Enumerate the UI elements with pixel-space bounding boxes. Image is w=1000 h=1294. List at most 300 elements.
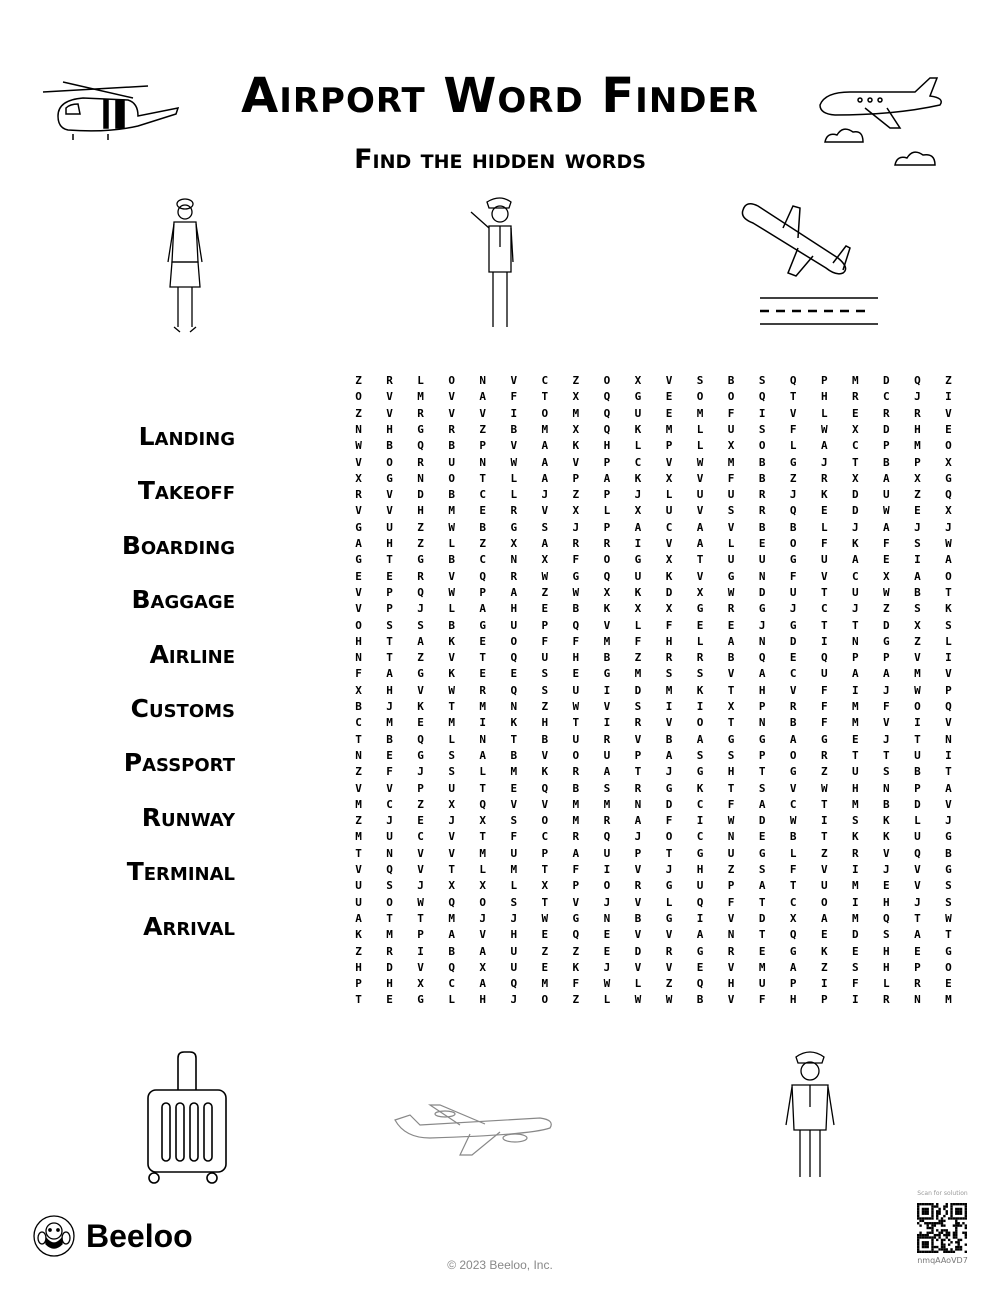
grid-letter: T <box>572 716 580 730</box>
grid-letter: A <box>883 520 890 534</box>
grid-letter: E <box>479 504 486 518</box>
grid-letter: Q <box>572 618 580 632</box>
grid-letter: E <box>665 406 673 420</box>
grid-letter: Q <box>883 911 890 925</box>
grid-letter: X <box>355 471 362 485</box>
grid-letter: H <box>696 863 704 876</box>
grid-letter: D <box>883 374 890 387</box>
grid-letter: Q <box>386 863 393 876</box>
grid-letter: F <box>572 977 580 991</box>
grid-letter: A <box>789 960 797 974</box>
grid-letter: Z <box>789 471 797 485</box>
grid-letter: S <box>541 667 549 681</box>
grid-letter: S <box>696 374 704 387</box>
grid-letter: Z <box>417 537 424 550</box>
grid-letter: T <box>479 471 486 485</box>
grid-letter: A <box>696 928 704 942</box>
grid-letter: K <box>820 488 828 502</box>
grid-letter: L <box>789 846 797 860</box>
grid-letter: W <box>945 911 952 925</box>
grid-letter: L <box>696 422 704 436</box>
grid-letter: B <box>510 422 518 436</box>
grid-letter: J <box>634 830 642 844</box>
grid-letter: T <box>789 390 797 404</box>
departing-airplane-illustration <box>738 198 883 328</box>
grid-letter: B <box>914 765 921 779</box>
grid-letter: O <box>758 439 766 453</box>
grid-letter: K <box>448 667 455 681</box>
grid-letter: Q <box>603 406 611 420</box>
grid-letter: V <box>634 863 642 876</box>
grid-letter: P <box>479 585 486 599</box>
grid-letter: U <box>634 569 642 583</box>
grid-letter: M <box>758 960 766 974</box>
grid-letter: Z <box>417 651 424 665</box>
grid-letter: E <box>820 928 828 942</box>
grid-letter: G <box>945 863 952 876</box>
grid-letter: E <box>417 716 424 730</box>
grid-letter: T <box>883 748 890 762</box>
grid-letter: Q <box>417 439 424 453</box>
grid-letter: T <box>851 455 859 469</box>
grid-letter: S <box>851 814 859 828</box>
grid-letter: Z <box>945 374 952 387</box>
grid-letter: J <box>914 520 921 534</box>
grid-letter: N <box>634 797 642 811</box>
grid-letter: V <box>665 716 673 730</box>
grid-letter: F <box>727 895 735 909</box>
grid-letter: H <box>386 537 393 550</box>
grid-letter: P <box>479 439 486 453</box>
grid-letter: M <box>541 422 549 436</box>
grid-letter: S <box>758 374 766 387</box>
grid-letter: M <box>851 797 859 811</box>
grid-letter: H <box>883 895 890 909</box>
grid-letter: Z <box>479 422 486 436</box>
grid-letter: Z <box>572 488 580 502</box>
grid-letter: R <box>355 488 362 502</box>
grid-letter: Z <box>355 944 362 958</box>
grid-letter: A <box>914 569 921 583</box>
grid-letter: O <box>789 748 797 762</box>
grid-letter: U <box>758 553 766 567</box>
grid-letter: X <box>572 422 580 436</box>
grid-letter: G <box>696 602 704 616</box>
grid-letter: E <box>820 504 828 518</box>
grid-letter: V <box>665 374 673 387</box>
grid-letter: U <box>696 488 704 502</box>
grid-letter: R <box>603 814 611 828</box>
grid-letter: C <box>665 520 673 534</box>
grid-letter: G <box>355 553 362 567</box>
grid-letter: B <box>665 732 673 746</box>
grid-letter: J <box>883 863 890 876</box>
grid-letter: J <box>945 520 952 534</box>
grid-letter: M <box>603 634 611 648</box>
grid-letter: A <box>634 520 642 534</box>
grid-letter: P <box>386 585 393 599</box>
grid-letter: Z <box>572 993 580 1007</box>
grid-letter: N <box>355 422 362 436</box>
grid-letter: G <box>417 422 424 436</box>
grid-letter: U <box>355 895 362 909</box>
grid-letter: M <box>572 406 580 420</box>
grid-letter: M <box>355 797 362 811</box>
grid-letter: V <box>634 895 642 909</box>
grid-letter: L <box>945 634 952 648</box>
grid-letter: F <box>789 569 797 583</box>
grid-letter: T <box>541 895 549 909</box>
grid-letter: U <box>820 879 828 893</box>
grid-letter: R <box>820 471 828 485</box>
grid-letter: I <box>851 863 859 876</box>
grid-letter: G <box>510 520 518 534</box>
grid-letter: X <box>479 814 486 828</box>
grid-letter: C <box>851 439 859 453</box>
grid-letter: J <box>634 488 642 502</box>
grid-letter: K <box>603 602 611 616</box>
grid-letter: A <box>417 634 424 648</box>
flight-attendant-illustration <box>160 192 210 337</box>
grid-letter: A <box>572 846 580 860</box>
grid-letter: D <box>914 797 921 811</box>
grid-letter: P <box>603 488 611 502</box>
grid-letter: M <box>851 700 859 713</box>
grid-letter: V <box>417 863 424 876</box>
grid-letter: G <box>945 830 952 844</box>
grid-letter: O <box>541 406 549 420</box>
grid-letter: D <box>417 488 424 502</box>
grid-letter: J <box>417 602 424 616</box>
grid-letter: R <box>883 406 890 420</box>
grid-letter: L <box>634 439 642 453</box>
grid-letter: C <box>448 977 455 991</box>
grid-letter: K <box>541 765 549 779</box>
grid-letter: G <box>789 618 797 632</box>
grid-letter: Q <box>945 700 952 713</box>
grid-letter: W <box>572 700 580 713</box>
grid-letter: X <box>945 504 952 518</box>
grid-letter: U <box>727 488 735 502</box>
grid-letter: L <box>448 993 455 1007</box>
grid-letter: R <box>510 569 518 583</box>
grid-letter: M <box>479 700 486 713</box>
grid-letter: L <box>665 488 673 502</box>
scan-label: Scan for solution <box>917 1190 968 1197</box>
grid-letter: J <box>883 732 890 746</box>
grid-letter: I <box>603 863 611 876</box>
grid-letter: F <box>572 634 580 648</box>
grid-letter: R <box>696 651 704 665</box>
grid-letter: E <box>851 944 859 958</box>
grid-letter: V <box>634 928 642 942</box>
grid-letter: F <box>510 390 518 404</box>
grid-letter: W <box>448 520 455 534</box>
grid-letter: L <box>603 993 611 1007</box>
grid-letter: Q <box>479 797 486 811</box>
grid-letter: L <box>510 488 518 502</box>
grid-letter: U <box>572 732 580 746</box>
grid-letter: J <box>820 455 828 469</box>
grid-letter: Z <box>820 765 828 779</box>
grid-letter: A <box>479 977 486 991</box>
grid-letter: S <box>386 879 393 893</box>
grid-letter: M <box>665 683 673 697</box>
grid-letter: I <box>603 683 611 697</box>
grid-letter: L <box>479 863 486 876</box>
grid-letter: T <box>914 911 921 925</box>
grid-letter: S <box>386 618 393 632</box>
grid-letter: E <box>603 928 611 942</box>
grid-letter: U <box>510 846 518 860</box>
grid-letter: R <box>572 537 580 550</box>
grid-letter: V <box>541 504 549 518</box>
grid-letter: G <box>789 553 797 567</box>
grid-letter: W <box>448 683 455 697</box>
grid-letter: X <box>448 879 455 893</box>
grid-letter: D <box>634 683 642 697</box>
grid-letter: T <box>789 879 797 893</box>
grid-letter: B <box>448 439 455 453</box>
grid-letter: I <box>820 814 828 828</box>
grid-letter: L <box>789 439 797 453</box>
grid-letter: B <box>448 553 455 567</box>
grid-letter: V <box>355 455 362 469</box>
grid-letter: T <box>758 895 766 909</box>
grid-letter: I <box>665 700 673 713</box>
word-list-item: Landing <box>138 422 235 451</box>
grid-letter: T <box>727 716 735 730</box>
grid-letter: R <box>665 944 673 958</box>
grid-letter: B <box>448 944 455 958</box>
grid-letter: L <box>696 634 704 648</box>
grid-letter: P <box>572 471 580 485</box>
grid-letter: K <box>355 928 362 942</box>
grid-letter: L <box>603 504 611 518</box>
word-list-item: Runway <box>141 802 235 832</box>
grid-letter: M <box>851 911 859 925</box>
grid-letter: V <box>945 797 952 811</box>
grid-letter: Z <box>634 651 642 665</box>
grid-letter: M <box>479 846 486 860</box>
grid-letter: D <box>883 618 890 632</box>
grid-letter: W <box>820 781 828 795</box>
grid-letter: U <box>820 553 828 567</box>
grid-letter: D <box>851 504 859 518</box>
grid-letter: M <box>572 797 580 811</box>
grid-letter: H <box>789 993 797 1007</box>
grid-letter: R <box>572 765 580 779</box>
grid-letter: F <box>758 993 766 1007</box>
grid-letter: S <box>634 700 642 713</box>
grid-letter: W <box>727 814 735 828</box>
grid-letter: V <box>355 585 362 599</box>
grid-letter: C <box>696 797 704 811</box>
grid-letter: A <box>479 748 486 762</box>
grid-letter: G <box>634 553 642 567</box>
grid-letter: V <box>727 520 735 534</box>
grid-letter: U <box>448 455 455 469</box>
grid-letter: V <box>448 569 455 583</box>
grid-letter: W <box>914 683 921 697</box>
grid-letter: D <box>665 585 673 599</box>
grid-letter: A <box>665 748 673 762</box>
grid-letter: K <box>851 830 859 844</box>
grid-letter: R <box>417 455 424 469</box>
grid-letter: P <box>603 455 611 469</box>
grid-letter: L <box>634 977 642 991</box>
grid-letter: C <box>634 455 642 469</box>
grid-letter: R <box>572 830 580 844</box>
grid-letter: V <box>820 863 828 876</box>
grid-letter: J <box>851 520 859 534</box>
grid-letter: A <box>851 667 859 681</box>
grid-letter: V <box>355 781 362 795</box>
grid-letter: L <box>510 471 518 485</box>
grid-letter: E <box>541 602 549 616</box>
grid-letter: T <box>820 797 828 811</box>
grid-letter: X <box>572 504 580 518</box>
grid-letter: E <box>851 732 859 746</box>
grid-letter: D <box>758 814 766 828</box>
grid-letter: U <box>510 944 518 958</box>
grid-letter: N <box>417 471 424 485</box>
grid-letter: U <box>758 977 766 991</box>
grid-letter: V <box>696 569 704 583</box>
grid-letter: R <box>634 716 642 730</box>
grid-letter: J <box>945 814 952 828</box>
grid-letter: F <box>820 537 828 550</box>
grid-letter: X <box>727 700 735 713</box>
grid-letter: P <box>355 977 362 991</box>
grid-letter: C <box>541 830 549 844</box>
grid-letter: G <box>417 748 424 762</box>
grid-letter: N <box>479 374 486 387</box>
grid-letter: P <box>727 879 735 893</box>
grid-letter: G <box>417 553 424 567</box>
grid-letter: M <box>448 716 455 730</box>
grid-letter: L <box>448 602 455 616</box>
grid-letter: U <box>696 879 704 893</box>
grid-letter: K <box>696 683 704 697</box>
grid-letter: H <box>386 422 393 436</box>
grid-letter: X <box>665 602 673 616</box>
grid-letter: Z <box>572 944 580 958</box>
grid-letter: S <box>665 667 673 681</box>
grid-letter: V <box>727 667 735 681</box>
grid-letter: O <box>386 455 393 469</box>
grid-letter: T <box>820 830 828 844</box>
grid-letter: V <box>665 537 673 550</box>
grid-letter: Z <box>820 846 828 860</box>
grid-letter: E <box>355 569 362 583</box>
grid-letter: X <box>914 471 921 485</box>
grid-letter: Z <box>572 374 580 387</box>
grid-letter: K <box>572 439 580 453</box>
grid-letter: L <box>914 814 921 828</box>
word-list-item: Arrival <box>143 911 235 941</box>
grid-letter: R <box>634 879 642 893</box>
grid-letter: N <box>758 569 766 583</box>
grid-letter: P <box>572 879 580 893</box>
grid-letter: N <box>945 732 952 746</box>
grid-letter: A <box>727 634 735 648</box>
grid-letter: L <box>665 895 673 909</box>
grid-letter: N <box>479 455 486 469</box>
grid-letter: E <box>696 618 704 632</box>
grid-letter: X <box>727 439 735 453</box>
grid-letter: W <box>572 585 580 599</box>
grid-letter: I <box>634 537 642 550</box>
grid-letter: G <box>945 944 952 958</box>
grid-letter: G <box>665 879 673 893</box>
grid-letter: C <box>386 797 393 811</box>
grid-letter: H <box>541 716 549 730</box>
grid-letter: M <box>851 716 859 730</box>
grid-letter: V <box>510 439 518 453</box>
grid-letter: Z <box>355 765 362 779</box>
grid-letter: H <box>386 683 393 697</box>
grid-letter: S <box>945 618 952 632</box>
grid-letter: U <box>541 651 549 665</box>
grid-letter: W <box>510 455 518 469</box>
grid-letter: T <box>541 863 549 876</box>
grid-letter: O <box>696 716 704 730</box>
word-list-item: Customs <box>130 693 235 723</box>
grid-letter: T <box>386 911 393 925</box>
grid-letter: Z <box>541 700 549 713</box>
grid-letter: M <box>386 928 393 942</box>
word-list-item: Terminal <box>126 857 235 887</box>
grid-letter: V <box>448 846 455 860</box>
grid-letter: G <box>758 732 766 746</box>
grid-letter: K <box>448 634 455 648</box>
grid-letter: O <box>355 390 362 404</box>
grid-letter: A <box>696 520 704 534</box>
grid-letter: S <box>851 960 859 974</box>
grid-letter: Q <box>510 977 518 991</box>
grid-letter: V <box>727 960 735 974</box>
grid-letter: P <box>820 374 828 387</box>
grid-letter: D <box>758 911 766 925</box>
grid-letter: U <box>603 748 611 762</box>
grid-letter: X <box>696 585 704 599</box>
grid-letter: K <box>572 960 580 974</box>
grid-letter: F <box>355 667 362 681</box>
grid-letter: I <box>479 716 486 730</box>
grid-letter: N <box>727 928 735 942</box>
grid-letter: M <box>914 667 921 681</box>
grid-letter: U <box>883 488 890 502</box>
grid-letter: R <box>820 748 828 762</box>
grid-letter: J <box>914 895 921 909</box>
grid-letter: E <box>510 781 518 795</box>
grid-letter: L <box>883 977 890 991</box>
grid-letter: K <box>945 602 952 616</box>
grid-letter: M <box>727 455 735 469</box>
grid-letter: L <box>727 537 735 550</box>
qr-code[interactable] <box>917 1203 967 1253</box>
grid-letter: F <box>386 765 393 779</box>
grid-letter: S <box>883 928 890 942</box>
grid-letter: P <box>541 846 549 860</box>
grid-letter: V <box>883 716 890 730</box>
grid-letter: J <box>914 390 921 404</box>
grid-letter: C <box>479 553 486 567</box>
grid-letter: G <box>945 471 952 485</box>
grid-letter: F <box>789 422 797 436</box>
grid-letter: Z <box>665 977 673 991</box>
